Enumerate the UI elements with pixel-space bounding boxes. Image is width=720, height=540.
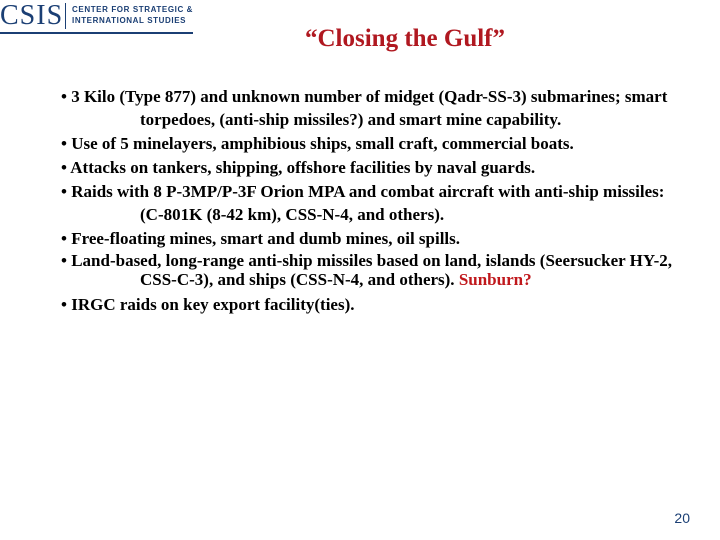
logo-line-1: CENTER FOR STRATEGIC & (72, 5, 194, 14)
bullet-item: • Attacks on tankers, shipping, offshore facilities by naval guards. (61, 158, 536, 177)
slide-title: “Closing the Gulf” (304, 25, 506, 52)
bullet-item: • 3 Kilo (Type 877) and unknown number of midget (Qadr-SS-3) submarines; smart torpedoes, (anti-ship missiles?) and smart mine capability. (61, 87, 668, 129)
bullet-list (61, 85, 681, 317)
bullet-text: • Land-based, long-range anti-ship missiles based on land, islands (Seersucker HY-2, CSS-C-3), and ships (CSS-N-4, and others). (61, 251, 672, 289)
bullet-item: • IRGC raids on key export facility(ties). (61, 295, 355, 314)
bullet-item: • Use of 5 minelayers, amphibious ships, small craft, commercial boats. (61, 134, 574, 153)
page-number: 20 (674, 510, 690, 526)
bullet-item: • Raids with 8 P-3MP/P-3F Orion MPA and combat aircraft with anti-ship missiles:(C-801K (8-42 km), CSS-N-4, and others). (61, 182, 665, 224)
logo-mark: CSIS (0, 0, 64, 31)
logo-line-2: INTERNATIONAL STUDIES (72, 16, 187, 25)
sunburn-highlight: Sunburn? (458, 270, 532, 289)
bullet-item (61, 251, 681, 289)
bullet-item: • Free-floating mines, smart and dumb mines, oil spills. (61, 229, 461, 248)
